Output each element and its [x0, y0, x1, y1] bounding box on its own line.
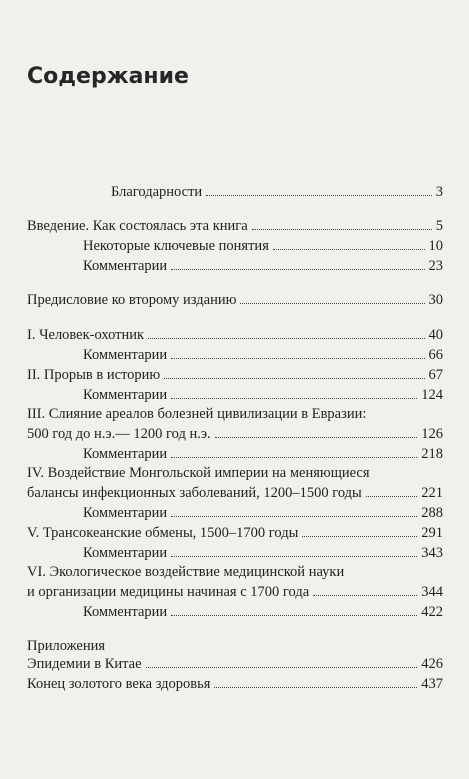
toc-entry-chapter-1	[27, 324, 443, 344]
toc-entry-page: 426	[421, 656, 443, 672]
toc-entry-chapter-5	[27, 522, 443, 542]
toc-entry-epidemics-china	[27, 653, 443, 673]
toc-entry-title: Комментарии	[83, 387, 168, 403]
dot-leader	[171, 398, 417, 399]
toc-entry-chapter-2	[27, 364, 443, 384]
toc-entry-introduction	[27, 215, 443, 235]
dot-leader	[206, 195, 432, 196]
dot-leader	[171, 556, 417, 557]
dot-leader	[313, 595, 417, 596]
toc-entry-page: 23	[428, 258, 443, 274]
toc-entry-page: 67	[428, 367, 443, 383]
toc-entry-title: Предисловие ко второму изданию	[27, 292, 237, 308]
toc-entry-chapter-6-line-1: VI. Экологическое воздействие медицинской науки	[27, 564, 345, 580]
toc-entry-page: 344	[421, 584, 443, 600]
toc-entry-page: 343	[421, 545, 443, 561]
dot-leader	[240, 303, 424, 304]
toc-entry-page: 3	[435, 184, 443, 200]
toc-entry-page: 221	[421, 485, 443, 501]
toc-entry-title: балансы инфекционных заболеваний, 1200–1500 годы	[27, 485, 362, 501]
toc-entry-comments	[83, 502, 443, 522]
toc-entry-preface	[27, 289, 443, 309]
toc-entry-page: 126	[421, 426, 443, 442]
dot-leader	[171, 615, 417, 616]
toc-entry-title: Комментарии	[83, 258, 168, 274]
dot-leader	[273, 249, 425, 250]
toc-entry-page: 5	[435, 218, 443, 234]
page-title: Содержание	[27, 64, 189, 89]
toc-entry-title: Комментарии	[83, 347, 168, 363]
toc-entry-page: 10	[428, 238, 443, 254]
toc-entry-page: 218	[421, 446, 443, 462]
toc-entry-page: 124	[421, 387, 443, 403]
toc-entry-comments	[83, 344, 443, 364]
toc-entry-page: 66	[428, 347, 443, 363]
dot-leader	[215, 437, 418, 438]
toc-entry-page: 291	[421, 525, 443, 541]
toc-entry-comments	[83, 384, 443, 404]
toc-entry-title: Эпидемии в Китае	[27, 656, 142, 672]
toc-entry-page: 40	[428, 327, 443, 343]
dot-leader	[171, 516, 417, 517]
dot-leader	[214, 687, 417, 688]
toc-entry-title: Комментарии	[83, 505, 168, 521]
dot-leader	[366, 496, 417, 497]
toc-entry-chapter-4	[27, 482, 443, 502]
toc-entry-title: V. Трансокеанские обмены, 1500–1700 годы	[27, 525, 299, 541]
toc-section-appendices: Приложения	[27, 638, 106, 654]
toc-entry-chapter-3-line-1: III. Слияние ареалов болезней цивилизации в Евразии:	[27, 406, 367, 422]
dot-leader	[171, 358, 424, 359]
toc-entry-title: Комментарии	[83, 604, 168, 620]
toc-entry-title: Некоторые ключевые понятия	[83, 238, 269, 254]
dot-leader	[171, 269, 424, 270]
toc-entry-comments	[83, 255, 443, 275]
toc-entry-page: 437	[421, 676, 443, 692]
toc-entry-title: I. Человек-охотник	[27, 327, 145, 343]
toc-entry-title: 500 год до н.э.— 1200 год н.э.	[27, 426, 211, 442]
toc-entry-chapter-3	[27, 423, 443, 443]
toc-entry-title: Конец золотого века здоровья	[27, 676, 211, 692]
toc-entry-chapter-6	[27, 581, 443, 601]
toc-entry-page: 288	[421, 505, 443, 521]
dot-leader	[252, 229, 432, 230]
toc-entry-page: 422	[421, 604, 443, 620]
toc-entry-comments	[83, 601, 443, 621]
toc-entry-title: Благодарности	[111, 184, 203, 200]
toc-entry-chapter-4-line-1: IV. Воздействие Монгольской империи на меняющиеся	[27, 465, 370, 481]
toc-entry-title: II. Прорыв в историю	[27, 367, 161, 383]
dot-leader	[164, 378, 424, 379]
dot-leader	[171, 457, 417, 458]
dot-leader	[302, 536, 417, 537]
toc-entry-golden-age	[27, 673, 443, 693]
toc-entry-title: Комментарии	[83, 446, 168, 462]
toc-entry-acknowledgements	[111, 181, 443, 201]
dot-leader	[146, 667, 418, 668]
toc-entry-comments	[83, 542, 443, 562]
toc-entry-title: Комментарии	[83, 545, 168, 561]
dot-leader	[148, 338, 424, 339]
toc-entry-key-concepts	[83, 235, 443, 255]
toc-entry-comments	[83, 443, 443, 463]
toc-entry-page: 30	[428, 292, 443, 308]
toc-entry-title: и организации медицины начиная с 1700 года	[27, 584, 310, 600]
toc-entry-title: Введение. Как состоялась эта книга	[27, 218, 248, 234]
